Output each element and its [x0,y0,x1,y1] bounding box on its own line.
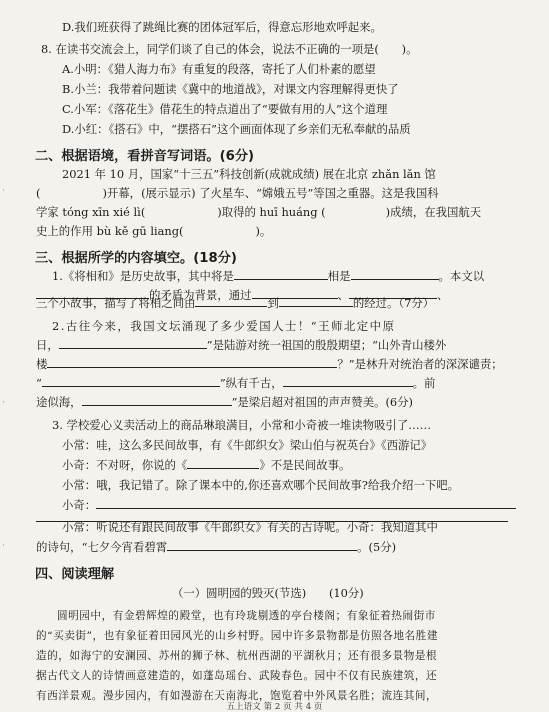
q3-2-c: ”是陆游对统一祖国的殷殷期望；“山外青山楼外 [206,338,447,352]
sec2-line-3 [36,205,481,219]
q3-2-line-4 [36,376,435,390]
q3-1-line-3 [36,296,434,310]
q3-2-f: “ [36,376,42,390]
q3-3-line-5 [62,498,516,512]
margin-mark: · [2,398,5,408]
sec2-line-4 [36,224,271,238]
sec2-line-3-a: 学家 tóng xīn xié lì( [36,205,146,219]
q3-1-h: 到 [267,296,279,310]
page-footer: 五上语文 第 2 页 共 4 页 [226,702,323,712]
sec2-line-3-c: )成绩，在我国航天 [385,205,482,219]
q3-2-j: ”是梁启超对祖国的声声赞美。(6分) [231,395,414,409]
q3-1-line-1 [52,269,484,283]
q8-option-a: A.小明：《猎人海力布》有重复的段落，寄托了人们朴素的愿望 [62,62,376,76]
q3-2-b: 日， [36,338,59,352]
answer-blank[interactable] [82,395,232,406]
sec2-line-3-b: )取得的 huī huáng ( [217,205,326,219]
passage-line: 据古代文人的诗情画意建造的，如蓬岛瑶台、武陵春色。园中不仅有民族建筑，还 [36,670,438,682]
paren-open: ( [36,186,41,200]
margin-mark: · [2,186,5,196]
q3-1-c: 。本文以 [438,269,485,283]
q3-1-i: 的经过。（7分） [352,296,435,310]
q3-3-c: 小奇：不对呀，你说的《 [62,458,188,472]
q8-option-d: D.小红：《搭石》中，“摆搭石”这个画面体现了乡亲们无私奉献的品质 [62,122,411,136]
answer-blank[interactable] [195,296,267,307]
answer-blank[interactable] [283,376,413,387]
passage-line: 的“买卖街”，也有象征着田园风光的山乡村野。园中许多景物都是仿照各地名胜建 [36,630,438,642]
q3-3-line-4: 小常：哦，我记错了。除了课本中的,你还喜欢哪个民间故事?给我介绍一下吧。 [62,478,460,492]
sec2-line-4-a: 史上的作用 bù kě gū liang( [36,224,184,238]
q3-3-d: 》不是民间故事。 [259,458,351,472]
answer-blank[interactable] [187,458,259,469]
passage-line: 有西洋景观。漫步园内，有如漫游在天南海北，饱览着中外风景名胜；流连其间， [36,690,438,702]
answer-blank[interactable] [96,498,516,509]
q3-2-line-5 [36,395,413,409]
q3-3-i: 。(5分) [357,540,397,554]
answer-blank[interactable] [47,357,337,368]
passage-title: （一）圆明园的毁灭(节选) (10分) [172,586,364,600]
q3-1-f: 、 [436,288,449,302]
q3-3-line-8 [36,540,396,554]
passage-line: 圆明园中，有金碧辉煌的殿堂，也有玲珑剔透的亭台楼阁；有象征着热闹街市 [57,610,436,622]
q8-stem: 8. 在读书交流会上，同学们谈了自己的体会，说法不正确的一项是( )。 [41,42,418,56]
q8-option-c: C.小军：《落花生》借花生的特点道出了“要做有用的人”这个道理 [62,102,388,116]
passage-line: 造的，如海宁的安澜园、苏州的狮子林、杭州西湖的平湖秋月；还有很多景物是根 [36,650,438,662]
q3-2-d: 楼 [36,357,48,371]
q3-1-g: 三个小故事，描写了将相之间由 [36,296,196,310]
q3-1-b: 相是 [327,269,351,283]
q3-3-h: 的诗句，“七夕今宵看碧霄 [36,540,168,554]
q3-1-d: 的矛盾为背景，通过 [149,288,252,302]
q3-3-line-7: 小常：听说还有跟民间故事《牛郎织女》有关的古诗呢。小奇：我知道其中 [62,520,438,534]
section-2-title: 二、根据语境，看拼音写词语。(6分) [35,149,255,164]
answer-blank[interactable] [42,376,220,387]
q3-2-line-1 [52,319,395,333]
q3-2-h: 。前 [412,376,436,390]
q3-2-g: ”纵有千古， [219,376,283,390]
q8-option-b: B.小兰：我带着问题读《冀中的地道战》，对课文内容理解得更快了 [62,82,399,96]
q3-2-i: 途似海， [36,395,82,409]
q3-1-a: 1.《将相和》是历史故事，其中将是 [52,269,234,283]
answer-blank[interactable] [279,296,353,307]
sec2-line-1: 2021 年 10 月，国家“十三五”科技创新(成就成绩) 展在北京 zhǎn lǎn 馆 [62,167,436,181]
q3-2-a: 2.古往今来，我国文坛涌现了多少爱国人士！“王师北定中原 [52,319,396,333]
q3-2-line-2 [36,338,446,352]
q3-3-f: 小奇： [62,498,97,512]
answer-blank[interactable] [234,269,328,280]
answer-blank[interactable] [59,338,207,349]
margin-mark: · [2,541,5,551]
q3-3-line-1: 3. 学校爱心义卖活动上的商品琳琅满目，小常和小奇被一堆读物吸引了…… [52,418,431,432]
sec2-line-2 [36,186,439,200]
answer-blank[interactable] [167,540,357,551]
q3-2-line-3 [36,357,503,371]
q3-1-e: 、 [337,288,349,302]
sec2-line-4-b: )。 [255,224,272,238]
section-4-title: 四、阅读理解 [35,567,115,582]
q7-option-d: D.我们班获得了跳绳比赛的团体冠军后，得意忘形地欢呼起来。 [62,20,382,34]
q3-3-line-3 [62,458,350,472]
sec2-line-2-text: )开幕，(展示显示) 了火星车、“嫦娥五号”等国之重器。这是我国科 [102,186,439,200]
answer-blank[interactable] [351,269,439,280]
q3-2-e: ？”是林升对统治者的深深谴责； [337,357,503,371]
section-3-title: 三、根据所学的内容填空。(18分) [35,251,237,266]
q3-3-line-2: 小常：哇，这么多民间故事，有《牛郎织女》梁山伯与祝英台》《西游记》 [62,438,433,452]
